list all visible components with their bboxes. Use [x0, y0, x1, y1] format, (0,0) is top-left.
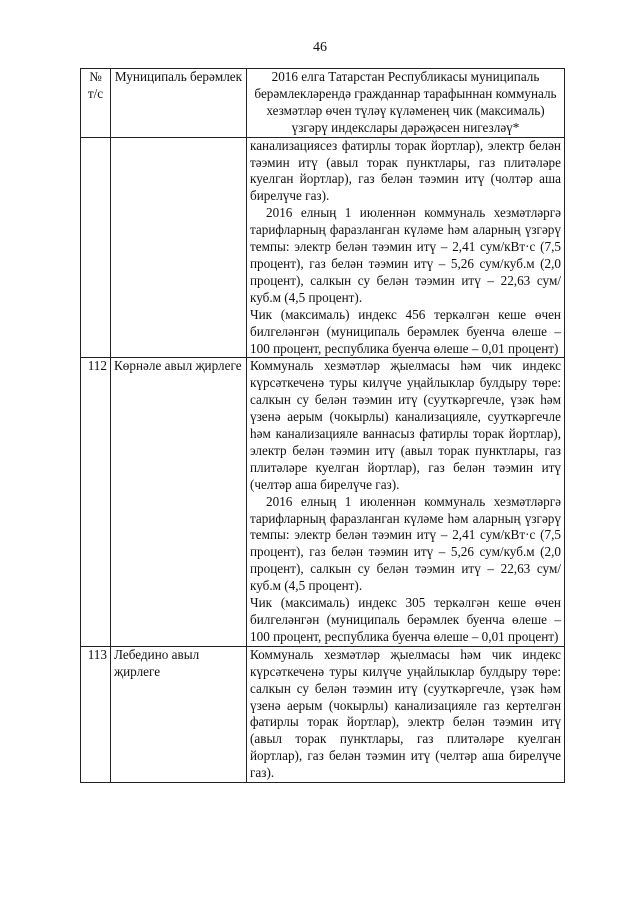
row-num: [81, 137, 111, 358]
paragraph: 2016 елның 1 июленнән коммуналь хезмәтләргә тарифларның фаразланган күләме һәм аларның үзгәрү темпы: электр белән тәэмин итү – 2,41 сум/кВт·с (7,5 процент), газ белән тәэмин итү – 5,26 сум/куб.м (2,0 процент), салкын су белән тәэмин итү – 22,63 сум/куб.м (4,5 процент).: [250, 493, 561, 594]
row-num: 112: [81, 358, 111, 646]
header-num: № т/с: [81, 69, 111, 138]
table-row: [81, 358, 565, 646]
row-num: 113: [81, 646, 111, 782]
table-row: [81, 137, 565, 358]
row-municipality: Көрнәле авыл җирлеге: [111, 358, 247, 646]
table-row: [81, 646, 565, 782]
row-description: [247, 137, 565, 358]
row-municipality: Лебедино авыл җирлеге: [111, 646, 247, 782]
paragraph: Коммуналь хезмәтләр җыелмасы һәм чик индекс күрсәткеченә туры килүче уңайлыклар булдыру төре: салкын су белән тәэмин итү (сууткәргечле, үзәк һәм үзенә аерым (чокырлы) канализацияле газ кертелгән фатирлы торак йортлар), электр белән тәэмин итү (авыл торак пунктлары, газ плитәләре куелган йортлар), газ белән тәэмин итү (челтәр аша бирелүче газ).: [250, 646, 561, 781]
row-description: [247, 358, 565, 646]
row-description: [247, 646, 565, 782]
page-number: 46: [313, 40, 327, 55]
paragraph: канализациясез фатирлы торак йортлар), электр белән тәэмин итү (авыл торак пунктлары, газ плитәләре куелган йортлар), газ белән тәэмин итү (чолтәр аша бирелүче газ).: [250, 137, 561, 204]
paragraph: Чик (максималь) индекс 305 теркәлгән кеше өчен билгеләнгән (муниципаль берәмлек буенча өлеше – 100 процент, республика буенча өлеше – 0,01 процент): [250, 595, 561, 644]
paragraph: Коммуналь хезмәтләр җыелмасы һәм чик индекс күрсәткеченә туры килүче уңайлыклар булдыру төре: салкын су белән тәэмин итү (сууткәргечле, үзәк һәм үзенә аерым (чокырлы) канализацияле, сууткәргечле һәм канализацияле ваннасыз фатирлы торак йортлар), электр белән тәэмин итү (авыл торак пунктлары, газ плитәләре куелган йортлар), газ белән тәэмин итү (челтәр аша бирелүче газ).: [250, 358, 561, 492]
municipal-table: [80, 68, 565, 783]
paragraph: 2016 елның 1 июленнән коммуналь хезмәтләргә тарифларның фаразланган күләме һәм аларның үзгәрү темпы: электр белән тәэмин итү – 2,41 сум/кВт·с (7,5 процент), газ белән тәэмин итү – 5,26 сум/куб.м (2,0 процент), салкын су белән тәэмин итү – 22,63 сум/куб.м (4,5 процент).: [250, 205, 561, 305]
table-header-row: [81, 69, 565, 138]
header-municipality: Муниципаль берәмлек: [111, 69, 247, 138]
paragraph: Чик (максималь) индекс 456 теркәлгән кеше өчен билгеләнгән (муниципаль берәмлек буенча өлеше – 100 процент, республика буенча өлеше – 0,01 процент): [250, 306, 561, 356]
header-description: 2016 елга Татарстан Республикасы муниципаль берәмлекләрендә гражданнар тарафыннан коммуналь хезмәтләр өчен түләү күләменең чик (максималь) үзгәрү индекслары дәрәҗәсен нигезләү*: [247, 69, 565, 138]
row-municipality: [111, 137, 247, 358]
